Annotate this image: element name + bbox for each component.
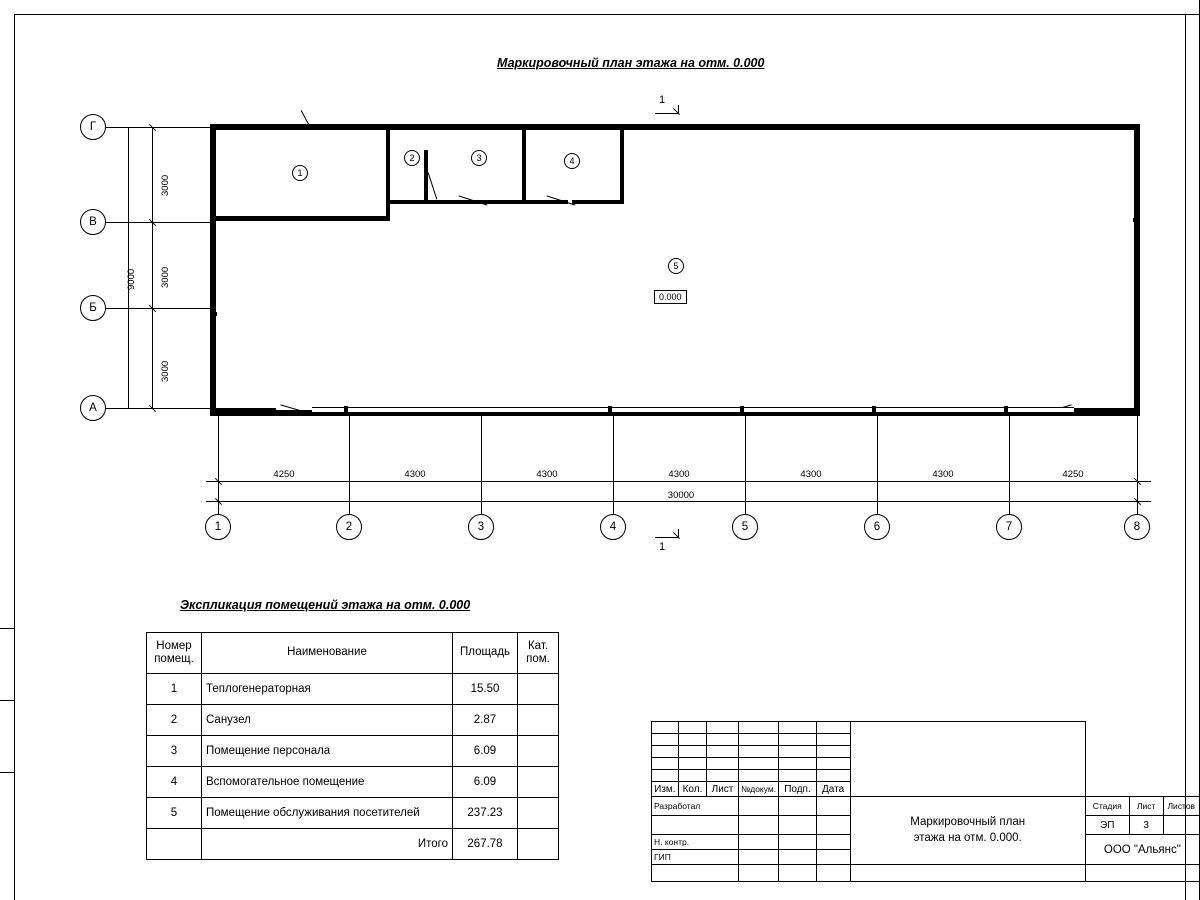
- explication-title: Экспликация помещений этажа на отм. 0.000: [180, 598, 471, 612]
- dim-horizontal-3: 4300: [536, 469, 558, 480]
- stamp-cell-list: [707, 734, 739, 746]
- row-kat: [518, 705, 559, 736]
- stamp-cell-list: [707, 722, 739, 734]
- room-marker-4: 4: [564, 153, 580, 169]
- dim-vertical-1: 3000: [160, 174, 171, 196]
- stamp-role-podp: [779, 835, 816, 850]
- dim-horizontal-1: 4250: [273, 469, 295, 480]
- table-row: [147, 767, 559, 798]
- stamp-cell-izm: [652, 758, 679, 770]
- mullion-top-1: [608, 125, 612, 130]
- header-kat-line1: Кат.: [527, 639, 549, 652]
- plan-title: Маркировочный план этажа на отм. 0.000: [497, 56, 765, 70]
- stamp-cell-data: [816, 770, 850, 782]
- row-number: 2: [147, 705, 202, 736]
- row-area: 6.09: [453, 736, 518, 767]
- stamp-role-ndok: [738, 850, 779, 865]
- section-mark-bottom-line: [655, 537, 679, 538]
- wall-room2-bottom-left: [386, 200, 426, 204]
- total-empty-cell: [147, 829, 202, 860]
- dim-horizontal-7: 4250: [1062, 469, 1084, 480]
- wall-hatch-right-upper: [1134, 124, 1140, 148]
- table-total-row: [147, 829, 559, 860]
- dim-chain-vertical-outer: [128, 127, 129, 408]
- axis-line-6: [877, 416, 878, 514]
- stamp-bottom-data: [816, 865, 850, 882]
- stamp-header-podp: Подп.: [779, 782, 816, 797]
- dim-horizontal-5: 4300: [800, 469, 822, 480]
- elevation-marker: 0.000: [654, 290, 687, 304]
- axis-marker-b: Б: [80, 295, 106, 321]
- mullion-2: [608, 406, 612, 412]
- header-number: [147, 633, 202, 674]
- stamp-stage-value: ЭП: [1085, 816, 1129, 835]
- axis-marker-6: 6: [864, 514, 890, 540]
- stamp-cell-kol: [678, 770, 706, 782]
- wall-room4-bottom-right: [572, 200, 624, 204]
- row-number: 1: [147, 674, 202, 705]
- dim-chain-horizontal-total: [206, 501, 1151, 502]
- stamp-role-razrabotal: Разработал: [652, 797, 739, 816]
- stamp-role-data: [816, 850, 850, 865]
- stamp-cell-kol: [678, 722, 706, 734]
- row-name: Помещение обслуживания посетителей: [202, 798, 453, 829]
- row-kat: [518, 798, 559, 829]
- dim-tick-h-5: [745, 475, 746, 487]
- frame-left-tick-3: [0, 772, 14, 773]
- stamp-cell-izm: [652, 722, 679, 734]
- stamp-blank-row: [652, 722, 1200, 734]
- axis-marker-1: 1: [205, 514, 231, 540]
- wall-top: [210, 124, 1140, 130]
- stamp-role-data: [816, 816, 850, 835]
- stamp-cell-podp: [779, 746, 816, 758]
- axis-marker-v: В: [80, 209, 106, 235]
- mullion-1: [344, 406, 348, 412]
- axis-marker-8: 8: [1124, 514, 1150, 540]
- axis-line-b: [106, 308, 212, 309]
- stamp-header-ndok: №докум.: [738, 782, 779, 797]
- axis-line-5: [745, 416, 746, 514]
- stamp-header-data: Дата: [816, 782, 850, 797]
- row-name: Санузел: [202, 705, 453, 736]
- stamp-cell-data: [816, 746, 850, 758]
- stamp-cell-ndok: [738, 734, 779, 746]
- row-area: 2.87: [453, 705, 518, 736]
- header-kat: [518, 633, 559, 674]
- dim-tick-h-6: [877, 475, 878, 487]
- stamp-cell-ndok: [738, 770, 779, 782]
- stamp-role-ndok: [738, 816, 779, 835]
- glazing-bottom: [312, 407, 1074, 413]
- stamp-role-ndok: [738, 835, 779, 850]
- table-header-row: [147, 633, 559, 674]
- axis-marker-a: А: [80, 395, 106, 421]
- axis-line-v: [106, 222, 212, 223]
- axis-line-2: [349, 416, 350, 514]
- axis-marker-g: Г: [80, 114, 106, 140]
- mullion-left-1: [211, 312, 217, 316]
- wall-room2-right: [424, 150, 428, 204]
- explication-table: [146, 632, 559, 860]
- door-opening-top-left: [216, 128, 308, 130]
- axis-marker-7: 7: [996, 514, 1022, 540]
- axis-marker-4: 4: [600, 514, 626, 540]
- stamp-cell-data: [816, 758, 850, 770]
- row-kat: [518, 767, 559, 798]
- row-kat: [518, 674, 559, 705]
- stamp-cell-kol: [678, 758, 706, 770]
- stamp-header-list: Лист: [707, 782, 739, 797]
- wall-room4-right: [620, 124, 624, 204]
- frame-left-tick-1: [0, 628, 14, 629]
- dim-tick-h-7: [1009, 475, 1010, 487]
- wall-hatch-left-upper: [210, 124, 216, 220]
- row-number: 5: [147, 798, 202, 829]
- wall-right: [1134, 124, 1140, 416]
- stamp-cell-ndok: [738, 758, 779, 770]
- stamp-cell-podp: [779, 758, 816, 770]
- axis-line-g: [106, 127, 212, 128]
- room-marker-2: 2: [404, 150, 420, 166]
- dim-horizontal-total: 30000: [667, 490, 695, 501]
- stamp-sheet-value: 3: [1129, 816, 1163, 835]
- stamp-header-sheets: Листов: [1163, 797, 1199, 816]
- row-name: Теплогенераторная: [202, 674, 453, 705]
- axis-marker-3: 3: [468, 514, 494, 540]
- title-block-stamp: [651, 721, 1200, 882]
- stamp-role-podp: [779, 816, 816, 835]
- stamp-role-ndok: [738, 797, 779, 816]
- dim-vertical-2: 3000: [160, 266, 171, 288]
- stamp-cell-podp: [779, 734, 816, 746]
- row-number: 3: [147, 736, 202, 767]
- axis-line-3: [481, 416, 482, 514]
- dim-tick-h-2: [349, 475, 350, 487]
- drawing-name-line2: этажа на отм. 0.000.: [913, 831, 1022, 844]
- stamp-role-row: [652, 797, 1200, 816]
- stamp-sheets-value: [1163, 816, 1199, 835]
- dim-chain-vertical-inner: [152, 127, 153, 408]
- stamp-cell-data: [816, 734, 850, 746]
- stamp-header-sheet: Лист: [1129, 797, 1163, 816]
- stamp-cell-ndok: [738, 746, 779, 758]
- row-name: Вспомогательное помещение: [202, 767, 453, 798]
- stamp-role-empty: [652, 816, 739, 835]
- dim-vertical-total: 9000: [126, 268, 137, 290]
- door-swing-2: [428, 173, 438, 200]
- stamp-header-stage: Стадия: [1085, 797, 1129, 816]
- wall-room1-right: [386, 124, 390, 221]
- axis-line-4: [613, 416, 614, 514]
- header-name: Наименование: [202, 633, 453, 674]
- stamp-cell-podp: [779, 722, 816, 734]
- dim-horizontal-6: 4300: [932, 469, 954, 480]
- row-kat: [518, 736, 559, 767]
- stamp-role-gip: ГИП: [652, 850, 739, 865]
- room-marker-5: 5: [668, 258, 684, 274]
- stamp-header-izm: Изм.: [652, 782, 679, 797]
- dim-tick-h-3: [481, 475, 482, 487]
- row-number: 4: [147, 767, 202, 798]
- wall-room3-right: [522, 124, 526, 204]
- stamp-role-data: [816, 797, 850, 816]
- stamp-cell-podp: [779, 770, 816, 782]
- axis-marker-2: 2: [336, 514, 362, 540]
- stamp-role-podp: [779, 850, 816, 865]
- stamp-cell-kol: [678, 746, 706, 758]
- header-area: Площадь: [453, 633, 518, 674]
- total-label: Итого: [202, 829, 453, 860]
- axis-line-8: [1137, 416, 1138, 514]
- table-row: [147, 736, 559, 767]
- dim-horizontal-2: 4300: [404, 469, 426, 480]
- drawing-name-line1: Маркировочный план: [910, 815, 1026, 828]
- door-opening-bottom-left: [216, 408, 276, 410]
- table-row: [147, 798, 559, 829]
- table-row: [147, 705, 559, 736]
- dim-horizontal-4: 4300: [668, 469, 690, 480]
- mullion-5: [1004, 406, 1008, 412]
- row-area: 237.23: [453, 798, 518, 829]
- stamp-cell-list: [707, 758, 739, 770]
- dim-tick-h-4: [613, 475, 614, 487]
- axis-line-a: [106, 408, 212, 409]
- room-marker-3: 3: [471, 150, 487, 166]
- stamp-drawing-name: [850, 797, 1085, 865]
- section-mark-bottom-label: 1: [659, 541, 666, 553]
- stamp-role-nkontr: Н. контр.: [652, 835, 739, 850]
- header-number-line2: помещ.: [154, 653, 194, 665]
- header-kat-line2: пом.: [526, 653, 550, 665]
- mullion-top-3: [1004, 125, 1008, 130]
- section-mark-top-label: 1: [659, 94, 666, 106]
- mullion-top-2: [740, 125, 744, 130]
- mullion-4: [872, 406, 876, 412]
- stamp-bottom-row: [652, 865, 1200, 882]
- wall-hatch-left-lower: [210, 392, 216, 416]
- stamp-bottom-ndok: [738, 865, 779, 882]
- row-name: Помещение персонала: [202, 736, 453, 767]
- row-area: 6.09: [453, 767, 518, 798]
- wall-hatch-right-lower: [1134, 392, 1140, 416]
- stamp-cell-data: [816, 722, 850, 734]
- total-kat: [518, 829, 559, 860]
- table-row: [147, 674, 559, 705]
- stamp-role-podp: [779, 797, 816, 816]
- stamp-cell-izm: [652, 770, 679, 782]
- stamp-role-data: [816, 835, 850, 850]
- door-opening-bottom-right: [1074, 408, 1134, 410]
- frame-left-tick-2: [0, 700, 14, 701]
- stamp-cell-izm: [652, 746, 679, 758]
- stamp-bottom-right: [1085, 865, 1199, 882]
- mullion-right-1: [1133, 218, 1139, 222]
- header-number-line1: Номер: [156, 639, 192, 652]
- stamp-bottom-name: [850, 865, 1085, 882]
- mullion-3: [740, 406, 744, 412]
- section-mark-top-line: [655, 113, 679, 114]
- stamp-table: [651, 721, 1200, 882]
- axis-marker-5: 5: [732, 514, 758, 540]
- stamp-cell-upper-right: [850, 722, 1085, 797]
- stamp-header-kol: Кол.: [678, 782, 706, 797]
- stamp-bottom-podp: [779, 865, 816, 882]
- room-marker-1: 1: [292, 165, 308, 181]
- total-area: 267.78: [453, 829, 518, 860]
- axis-line-1: [218, 416, 219, 514]
- stamp-bottom-left: [652, 865, 739, 882]
- axis-line-7: [1009, 416, 1010, 514]
- stamp-cell-kol: [678, 734, 706, 746]
- dim-vertical-3: 3000: [160, 360, 171, 382]
- row-area: 15.50: [453, 674, 518, 705]
- stamp-company: ООО "Альянс": [1085, 835, 1199, 865]
- stamp-cell-izm: [652, 734, 679, 746]
- wall-room1-bottom-hatch: [212, 216, 388, 221]
- stamp-cell-ndok: [738, 722, 779, 734]
- stamp-cell-list: [707, 770, 739, 782]
- stamp-cell-list: [707, 746, 739, 758]
